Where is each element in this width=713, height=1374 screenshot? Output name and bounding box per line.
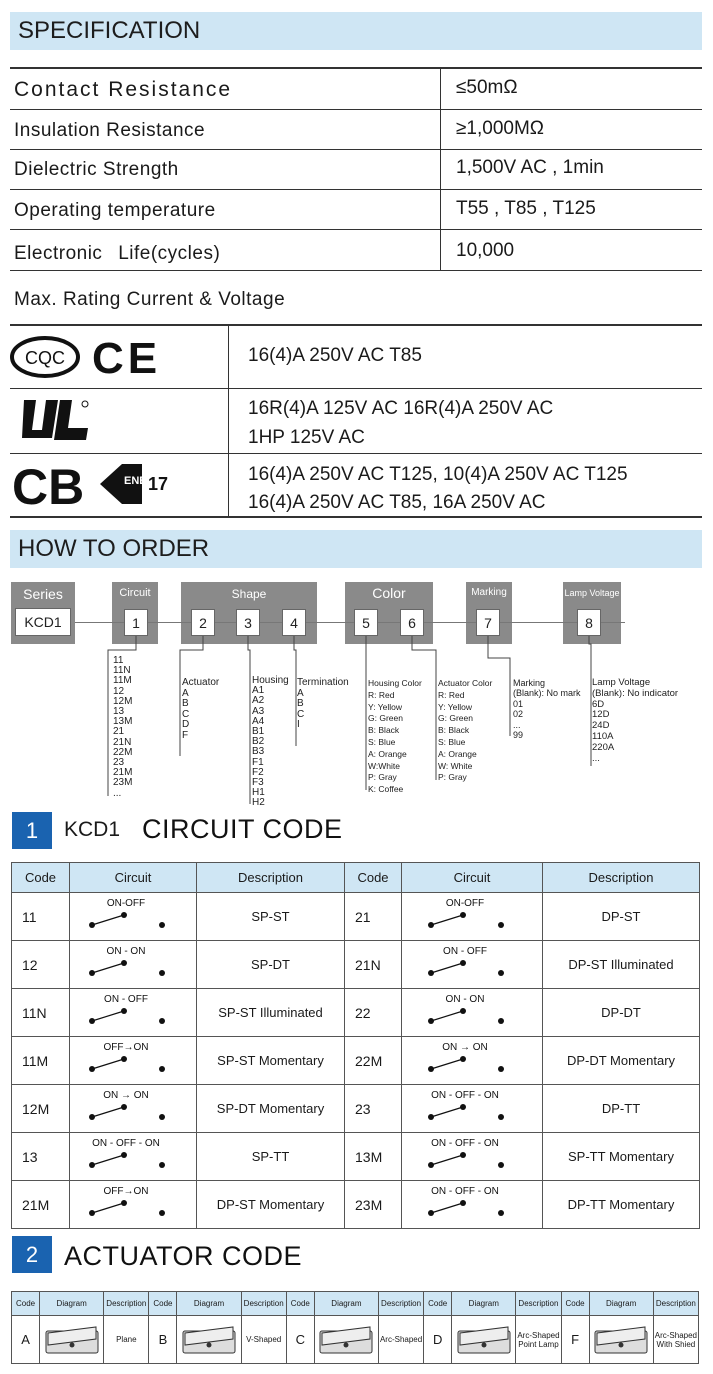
circuit-table-row [12,989,700,1037]
circuit-diagram [70,1181,197,1229]
actuator-diagram [589,1316,653,1364]
circuit-description: DP-ST [543,893,700,941]
circuit-header: Circuit [119,587,151,599]
circuit-description: SP-TT [197,1133,345,1181]
circuit-code: 23M [345,1181,402,1229]
ul-logo [18,398,98,446]
rating-line: 16(4)A 250V AC T85, 16A 250V AC [248,492,546,513]
ce-mark: CE [92,335,162,381]
circuit-diagram [70,941,197,989]
circuit-diagram-icon [417,1085,527,1129]
marking-list: Marking (Blank): No mark 01 02 ... 99 [513,678,581,741]
column-header: Description [516,1292,561,1316]
circuit-diagram [70,1037,197,1085]
circuit-diagram-label: OFF→ON [103,1042,149,1053]
column-header: Description [379,1292,424,1316]
rating-line: 16(4)A 250V AC T125, 10(4)A 250V AC T125 [248,464,628,485]
specification-header [10,12,702,50]
spec-rule [10,229,702,230]
circuit-code-table [11,862,700,1229]
cb-enec-logo [10,458,180,512]
column-header: Description [197,863,345,893]
column-header: Code [424,1292,452,1316]
order-cell-8: 8 [577,609,601,636]
circuit-code-title: CIRCUIT CODE [142,814,343,844]
circuit-description: DP-DT [543,989,700,1037]
circuit-table-header [12,863,700,893]
circuit-diagram [402,989,543,1037]
circuit-code: 21N [345,941,402,989]
circuit-table-row [12,941,700,989]
order-cell-6: 6 [400,609,424,636]
circuit-diagram [402,1181,543,1229]
spec-rule [10,189,702,190]
column-header: Description [653,1292,698,1316]
rocker-switch-icon [454,1319,514,1359]
circuit-diagram-icon [78,1085,188,1129]
circuit-code: 11 [12,893,70,941]
housing-list: Housing A1 A2 A3 A4 B1 B2 B3 F1 F2 F3 H1 H2 [252,675,289,809]
series-header: Series [23,586,63,602]
circuit-diagram [70,893,197,941]
circuit-code: 21M [12,1181,70,1229]
column-header: Diagram [177,1292,241,1316]
spec-label: Contact Resistance [14,78,233,101]
circuit-description: SP-DT Momentary [197,1085,345,1133]
spec-rule [10,149,702,150]
order-connector-line [75,622,625,623]
circuit-description: DP-ST Illuminated [543,941,700,989]
rating-line: 16(4)A 250V AC T85 [248,345,422,366]
marking-header: Marking [471,587,507,598]
circuit-description: DP-TT Momentary [543,1181,700,1229]
circuit-diagram [70,1085,197,1133]
spec-rule [10,270,702,271]
circuit-diagram-icon [417,893,527,937]
circuit-diagram-icon [417,941,527,985]
specification-title: SPECIFICATION [18,17,201,44]
shape-header: Shape [231,587,267,601]
order-cell-2: 2 [191,609,215,636]
how-to-order-header [10,530,702,568]
circuit-code: 13 [12,1133,70,1181]
spec-value: ≤50mΩ [456,77,518,98]
enec-number: 17 [148,474,169,494]
rating-line: 16R(4)A 125V AC 16R(4)A 250V AC [248,398,554,419]
circuit-description: SP-ST Illuminated [197,989,345,1037]
column-header: Diagram [589,1292,653,1316]
column-header: Description [241,1292,286,1316]
column-header: Code [12,1292,40,1316]
housing-color-list: Housing Color R: Red Y: Yellow G: Green B: Black S: Blue A: Orange W:White P: Gray K: Coffee [368,678,422,795]
circuit-diagram [70,989,197,1037]
spec-label: Electronic Life(cycles) [14,243,221,264]
termination-list: Termination A B C I [297,677,349,731]
actuator-table-header [12,1292,699,1316]
series-cell: KCD1 [15,608,71,636]
rating-line: 1HP 125V AC [248,427,365,448]
circuit-code: 12 [12,941,70,989]
cb-mark: CB [12,459,85,512]
circuit-diagram [402,1037,543,1085]
spec-label: Operating temperature [14,200,216,221]
actuator-code: A [12,1316,40,1364]
rocker-switch-icon [316,1319,376,1359]
actuator-description: Plane [104,1316,149,1364]
circuit-diagram-icon [417,1037,527,1081]
spec-top-rule [10,67,702,69]
circuit-description: DP-DT Momentary [543,1037,700,1085]
circuit-diagram [402,1085,543,1133]
column-header: Circuit [70,863,197,893]
circuit-code: 12M [12,1085,70,1133]
circuit-description: SP-TT Momentary [543,1133,700,1181]
column-header: Description [543,863,700,893]
actuator-color-list: Actuator Color R: Red Y: Yellow G: Green B: Black S: Blue A: Orange W: White P: Gray [438,678,493,783]
circuit-code: 13M [345,1133,402,1181]
circuit-code: 11N [12,989,70,1037]
circuit-diagram-label: ON - OFF - ON [431,1090,499,1101]
circuit-code: 23 [345,1085,402,1133]
spec-value: ≥1,000MΩ [456,118,545,139]
circuit-diagram-label: ON - OFF - ON [431,1138,499,1149]
circuit-diagram-icon [78,893,188,937]
circuit-description: DP-ST Momentary [197,1181,345,1229]
actuator-description: Arc-Shaped [379,1316,424,1364]
actuator-code: F [561,1316,589,1364]
circuit-diagram [402,893,543,941]
actuator-diagram [40,1316,104,1364]
circuit-table-row [12,1181,700,1229]
circuit-diagram-icon [78,989,188,1033]
circuit-description: DP-TT [543,1085,700,1133]
circuit-description: SP-ST Momentary [197,1037,345,1085]
circuit-table-row [12,893,700,941]
actuator-diagram [452,1316,516,1364]
column-header: Code [345,863,402,893]
circuit-diagram-icon [78,1181,188,1225]
circuit-code: 22M [345,1037,402,1085]
circuit-diagram-icon [417,1181,527,1225]
enec-mark: ENEC [124,475,155,487]
circuit-diagram-label: ON → ON [442,1042,488,1053]
circuit-diagram [70,1133,197,1181]
circuit-diagram-icon [417,989,527,1033]
column-header: Code [286,1292,314,1316]
spec-label: Dielectric Strength [14,159,179,180]
circuit-diagram-icon [417,1133,527,1177]
circuit-diagram-label: ON-OFF [106,898,146,909]
actuator-description: V-Shaped [241,1316,286,1364]
order-cell-3: 3 [236,609,260,636]
circuit-code-list: 11 11N 11M 12 12M 13 13M 21 21N 22M 23 21M 23M ... [113,655,133,799]
circuit-code: 22 [345,989,402,1037]
lamp-voltage-list: Lamp Voltage (Blank): No indicator 6D 12D 24D 110A 220A ... [592,677,679,764]
section-number-badge: 2 [12,1236,52,1273]
circuit-table-row [12,1037,700,1085]
column-header: Circuit [402,863,543,893]
column-header: Diagram [452,1292,516,1316]
column-header: Description [104,1292,149,1316]
actuator-table-row [12,1316,699,1364]
circuit-description: SP-ST [197,893,345,941]
circuit-code: 21 [345,893,402,941]
column-header: Code [561,1292,589,1316]
circuit-diagram-label: ON - ON [445,994,485,1005]
circuit-diagram [402,1133,543,1181]
rating-divider [228,325,229,517]
circuit-diagram-label: ON - OFF [443,946,487,957]
circuit-diagram [402,941,543,989]
circuit-diagram-label: ON - OFF - ON [431,1186,499,1197]
rocker-switch-icon [179,1319,239,1359]
lamp-voltage-header: Lamp Voltage [564,588,620,598]
actuator-diagram [314,1316,378,1364]
actuator-code: D [424,1316,452,1364]
actuator-code-table [11,1291,699,1364]
circuit-diagram-icon [78,941,188,985]
circuit-diagram-icon [78,1037,188,1081]
section-number-badge: 1 [12,812,52,849]
actuator-diagram [177,1316,241,1364]
actuator-code-title: ACTUATOR CODE [64,1241,303,1271]
rocker-switch-icon [42,1319,102,1359]
circuit-diagram-label: ON-OFF [445,898,485,909]
order-cell-4: 4 [282,609,306,636]
circuit-series-label: KCD1 [64,818,121,841]
how-to-order-title: HOW TO ORDER [18,535,210,562]
actuator-description: Arc-Shaped Point Lamp [516,1316,561,1364]
spec-label: Insulation Resistance [14,120,206,141]
max-rating-title: Max. Rating Current & Voltage [14,289,286,310]
cqc-ce-logo [10,335,170,381]
spec-rule [10,109,702,110]
rating-rule [10,453,702,454]
spec-value: T55 , T85 , T125 [456,198,596,219]
actuator-code: C [286,1316,314,1364]
actuator-list: Actuator A B C D F [182,677,220,741]
rating-top-rule [10,324,702,326]
circuit-code: 11M [12,1037,70,1085]
order-cell-1: 1 [124,609,148,636]
actuator-description: Arc-Shaped With Shied [653,1316,698,1364]
circuit-table-row [12,1133,700,1181]
circuit-diagram-label: OFF→ON [103,1186,149,1197]
column-header: Diagram [314,1292,378,1316]
rating-rule [10,388,702,389]
spec-value: 10,000 [456,240,515,261]
circuit-description: SP-DT [197,941,345,989]
circuit-table-row [12,1085,700,1133]
color-header: Color [372,585,406,601]
cqc-logo-text: CQC [25,348,65,368]
rocker-switch-icon [591,1319,651,1359]
actuator-code: B [149,1316,177,1364]
order-cell-5: 5 [354,609,378,636]
column-header: Code [12,863,70,893]
spec-divider [440,68,441,270]
circuit-diagram-icon [78,1133,188,1177]
circuit-diagram-label: ON - OFF - ON [92,1138,160,1149]
circuit-diagram-label: ON → ON [103,1090,149,1101]
column-header: Code [149,1292,177,1316]
order-cell-7: 7 [476,609,500,636]
spec-value: 1,500V AC , 1min [456,157,604,178]
circuit-diagram-label: ON - OFF [104,994,148,1005]
column-header: Diagram [40,1292,104,1316]
circuit-diagram-label: ON - ON [106,946,146,957]
